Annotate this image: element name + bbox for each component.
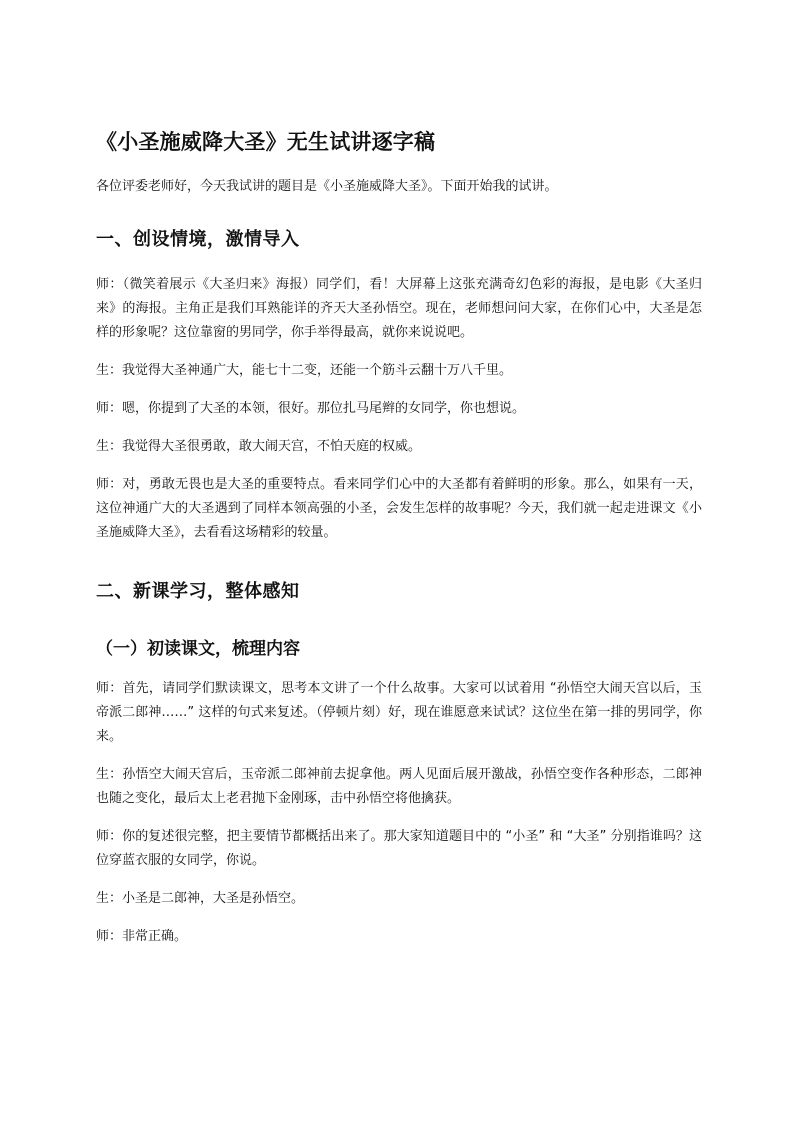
paragraph: 生：孙悟空大闹天宫后，玉帝派二郎神前去捉拿他。两人见面后展开激战，孙悟空变作各种形态，二郎神也随之变化，最后太上老君抛下金刚琢，击中孙悟空将他擒获。 (96, 767, 702, 806)
paragraph: 师：非常正确。 (96, 929, 188, 944)
spacer (96, 625, 702, 635)
paragraph: 师：你的复述很完整，把主要情节都概括出来了。那大家知道题目中的 “小圣” 和 “大圣” 分别指谁吗？这位穿蓝衣服的女同学，你说。 (96, 829, 702, 868)
paragraph: 生：我觉得大圣很勇敢，敢大闹天宫，不怕天庭的权威。 (96, 439, 422, 454)
spacer (96, 559, 702, 577)
section-heading-1: 一、创设情境，激情导入 (96, 229, 300, 250)
document-page (96, 125, 702, 963)
subsection-heading: （一）初读课文，梳理内容 (96, 639, 300, 659)
paragraph: 生：小圣是二郎神，大圣是孙悟空。 (96, 891, 305, 906)
document-title: 《小圣施威降大圣》无生试讲逐字稿 (96, 130, 436, 154)
paragraph: 师：（微笑着展示《大圣归来》海报）同学们，看！大屏幕上这张充满奇幻色彩的海报，是电影《大圣归来》的海报。主角正是我们耳熟能详的齐天大圣孙悟空。现在，老师想问问大家，在你们心中，大圣是怎样的形象呢？这位靠窗的男同学，你手举得最高，就你来说说吧。 (96, 277, 702, 340)
paragraph: 生：我觉得大圣神通广大，能七十二变，还能一个筋斗云翻十万八千里。 (96, 363, 513, 378)
intro-paragraph: 各位评委老师好，今天我试讲的题目是《小圣施威降大圣》。下面开始我的试讲。 (96, 179, 558, 194)
section-heading-2: 二、新课学习，整体感知 (96, 581, 300, 602)
paragraph: 师：首先，请同学们默读课文，思考本文讲了一个什么故事。大家可以试着用 “孙悟空大闹天宫以后，玉帝派二郎神……” 这样的句式来复述。（停顿片刻）好，现在谁愿意来试试？这位坐在第一排的男同学，你来。 (96, 681, 702, 744)
paragraph: 师：嗯，你提到了大圣的本领，很好。那位扎马尾辫的女同学，你也想说。 (96, 401, 526, 416)
paragraph: 师：对，勇敢无畏也是大圣的重要特点。看来同学们心中的大圣都有着鲜明的形象。那么，如果有一天，这位神通广大的大圣遇到了同样本领高强的小圣，会发生怎样的故事呢？今天，我们就一起走进课文《小圣施威降大圣》，去看看这场精彩的较量。 (96, 477, 702, 540)
